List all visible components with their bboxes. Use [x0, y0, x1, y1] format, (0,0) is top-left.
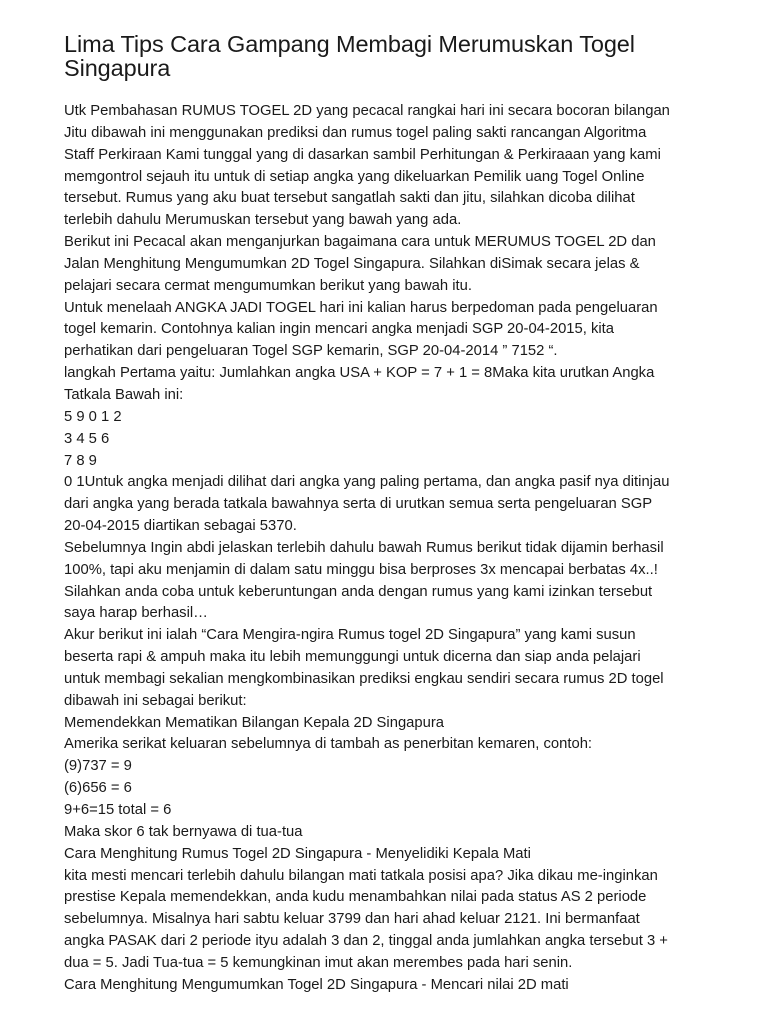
text-line: 7 8 9: [64, 452, 97, 469]
text-line: saya harap berhasil…: [64, 605, 208, 622]
text-line: 100%, tapi aku menjamin di dalam satu minggu bisa berproses 3x mencapai berbatas 4x..!: [64, 561, 658, 578]
text-line: Sebelumnya Ingin abdi jelaskan terlebih dahulu bawah Rumus berikut tidak dijamin berhasil: [64, 539, 664, 556]
text-line: prestise Kepala memendekkan, anda kudu menambahkan nilai pada status AS 2 periode: [64, 889, 647, 906]
text-line: Utk Pembahasan RUMUS TOGEL 2D yang pecacal rangkai hari ini secara bocoran bilangan: [64, 103, 670, 119]
text-line: 3 4 5 6: [64, 430, 110, 447]
document-title: [64, 32, 724, 80]
text-line: beserta rapi & ampuh maka itu lebih memunggungi untuk dicerna dan siap anda pelajari: [64, 649, 641, 666]
text-line: memgontrol sejauh itu untuk di setiap angka yang dikeluarkan Pemilik uang Togel Online: [64, 168, 645, 185]
text-line: Berikut ini Pecacal akan menganjurkan bagaimana cara untuk MERUMUS TOGEL 2D dan: [64, 234, 656, 251]
text-line: dari angka yang berada tatkala bawahnya serta di urutkan semua serta pengeluaran SGP: [64, 496, 653, 513]
title-line: Singapura: [64, 55, 171, 81]
text-line: dua = 5. Jadi Tua-tua = 5 kemungkinan imut akan merembes pada hari senin.: [64, 954, 573, 971]
text-line: Jalan Menghitung Mengumumkan 2D Togel Singapura. Silahkan diSimak secara jelas &: [64, 255, 640, 272]
text-line: 20-04-2015 diartikan sebagai 5370.: [64, 518, 297, 535]
text-line: langkah Pertama yaitu: Jumlahkan angka USA + KOP = 7 + 1 = 8Maka kita urutkan Angka: [64, 365, 655, 382]
text-line: sebelumnya. Misalnya hari sabtu keluar 3799 dan hari ahad keluar 2121. Ini bermanfaat: [64, 911, 640, 928]
text-line: Amerika serikat keluaran sebelumnya di tambah as penerbitan kemaren, contoh:: [64, 736, 593, 753]
text-line: Maka skor 6 tak bernyawa di tua-tua: [64, 823, 303, 840]
text-line: (9)737 = 9: [64, 758, 132, 775]
text-line: togel kemarin. Contohnya kalian ingin mencari angka menjadi SGP 20-04-2015, kita: [64, 321, 614, 338]
text-line: Tatkala Bawah ini:: [64, 386, 184, 403]
text-line: Akur berikut ini ialah “Cara Mengira-ngira Rumus togel 2D Singapura” yang kami susun: [64, 627, 636, 644]
text-line: terlebih dahulu Merumuskan tersebut yang bawah yang ada.: [64, 212, 462, 229]
text-line: Cara Menghitung Mengumumkan Togel 2D Singapura - Mencari nilai 2D mati: [64, 976, 569, 993]
text-line: Jitu dibawah ini menggunakan prediksi dan rumus togel paling sakti rancangan Algoritma: [64, 124, 647, 141]
text-line: 0 1Untuk angka menjadi dilihat dari angka yang paling pertama, dan angka pasif nya ditinjau: [64, 474, 670, 491]
text-line: kita mesti mencari terlebih dahulu bilangan mati tatkala posisi apa? Jika dikau me-inginkan: [64, 867, 658, 884]
text-line: Silahkan anda coba untuk keberuntungan anda dengan rumus yang kami izinkan tersebut: [64, 583, 653, 600]
text-line: 5 9 0 1 2: [64, 408, 122, 425]
text-line: Cara Menghitung Rumus Togel 2D Singapura - Menyelidiki Kepala Mati: [64, 845, 531, 862]
text-line: tersebut. Rumus yang aku buat tersebut sangatlah sakti dan jitu, silahkan dicoba dilihat: [64, 190, 635, 207]
text-line: Untuk menelaah ANGKA JADI TOGEL hari ini kalian harus berpedoman pada pengeluaran: [64, 299, 658, 316]
text-line: (6)656 = 6: [64, 780, 132, 797]
document-body: [64, 101, 754, 997]
text-line: 9+6=15 total = 6: [64, 802, 172, 818]
text-line: pelajari secara cermat mengumumkan berikut yang bawah itu.: [64, 277, 472, 294]
title-line: Lima Tips Cara Gampang Membagi Merumuskan Togel: [64, 31, 635, 57]
text-line: Staff Perkiraan Kami tunggal yang di dasarkan sambil Perhitungan & Perkiraaan yang kami: [64, 146, 661, 163]
text-line: dibawah ini sebagai berikut:: [64, 692, 247, 709]
text-line: untuk membagi sekalian mengkombinasikan prediksi engkau sendiri secara rumus 2D togel: [64, 670, 664, 687]
text-line: Memendekkan Mematikan Bilangan Kepala 2D Singapura: [64, 714, 445, 731]
text-line: perhatikan dari pengeluaran Togel SGP kemarin, SGP 20-04-2014 ” 7152 “.: [64, 343, 558, 360]
text-line: angka PASAK dari 2 periode ityu adalah 3 dan 2, tinggal anda jumlahkan angka tersebut 3 +: [64, 933, 668, 950]
